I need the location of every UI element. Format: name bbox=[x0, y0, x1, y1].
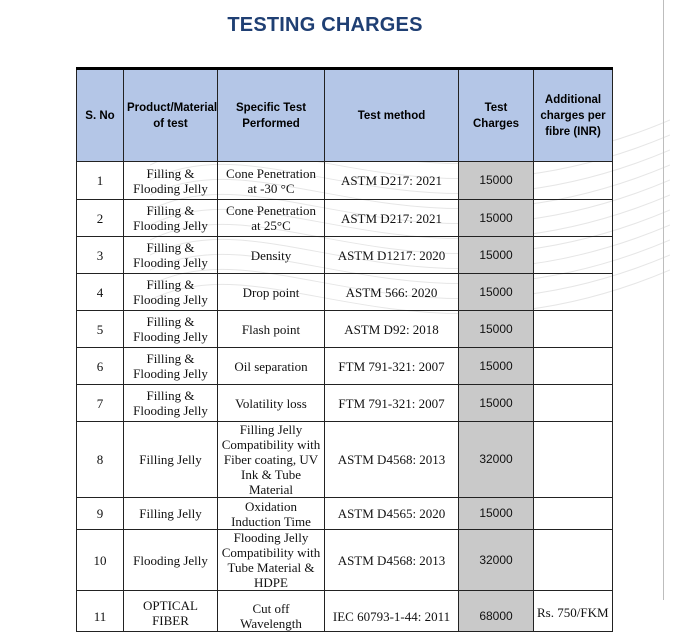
cell-test: Drop point bbox=[218, 274, 325, 311]
header-charges: Test Charges bbox=[459, 69, 534, 162]
cell-test: Oil separation bbox=[218, 348, 325, 385]
cell-product: Filling & Flooding Jelly bbox=[124, 311, 218, 348]
table-row bbox=[77, 591, 613, 632]
cell-sno: 4 bbox=[77, 274, 124, 311]
cell-product: Filling & Flooding Jelly bbox=[124, 348, 218, 385]
cell-charge: 32000 bbox=[459, 530, 534, 591]
header-product: Product/Material of test bbox=[124, 69, 218, 162]
cell-additional bbox=[534, 530, 613, 591]
cell-test: Density bbox=[218, 237, 325, 274]
cell-method: IEC 60793-1-44: 2011 bbox=[325, 591, 459, 632]
cell-additional bbox=[534, 274, 613, 311]
cell-sno: 5 bbox=[77, 311, 124, 348]
cell-sno: 11 bbox=[77, 591, 124, 632]
cell-product: Filling & Flooding Jelly bbox=[124, 162, 218, 200]
cell-method: FTM 791-321: 2007 bbox=[325, 385, 459, 422]
cell-method: ASTM D4565: 2020 bbox=[325, 498, 459, 530]
cell-additional bbox=[534, 385, 613, 422]
cell-charge: 15000 bbox=[459, 348, 534, 385]
cell-product: Filling & Flooding Jelly bbox=[124, 200, 218, 237]
table-row bbox=[77, 162, 613, 200]
cell-charge: 15000 bbox=[459, 237, 534, 274]
cell-test: Volatility loss bbox=[218, 385, 325, 422]
cell-test: Filling Jelly Compatibility with Fiber coating, UV Ink & Tube Material bbox=[218, 422, 325, 498]
cell-test: Cone Penetration at -30 °C bbox=[218, 162, 325, 200]
cell-sno: 1 bbox=[77, 162, 124, 200]
cell-charge: 15000 bbox=[459, 498, 534, 530]
header-sno: S. No bbox=[77, 69, 124, 162]
cell-method: ASTM D217: 2021 bbox=[325, 162, 459, 200]
cell-test: Flooding Jelly Compatibility with Tube Material & HDPE bbox=[218, 530, 325, 591]
cell-sno: 3 bbox=[77, 237, 124, 274]
cell-additional bbox=[534, 422, 613, 498]
cell-method: ASTM D92: 2018 bbox=[325, 311, 459, 348]
cell-sno: 2 bbox=[77, 200, 124, 237]
cell-method: FTM 791-321: 2007 bbox=[325, 348, 459, 385]
table-row bbox=[77, 348, 613, 385]
cell-test: Cone Penetration at 25°C bbox=[218, 200, 325, 237]
cell-charge: 15000 bbox=[459, 162, 534, 200]
cell-additional bbox=[534, 237, 613, 274]
cell-additional bbox=[534, 200, 613, 237]
cell-method: ASTM 566: 2020 bbox=[325, 274, 459, 311]
page-title: TESTING CHARGES bbox=[227, 14, 423, 36]
cell-test: Flash point bbox=[218, 311, 325, 348]
cell-product: Filling Jelly bbox=[124, 498, 218, 530]
cell-test: Cut off Wavelength bbox=[218, 591, 325, 632]
cell-additional bbox=[534, 498, 613, 530]
table-row bbox=[77, 530, 613, 591]
cell-method: ASTM D4568: 2013 bbox=[325, 422, 459, 498]
cell-charge: 68000 bbox=[459, 591, 534, 632]
page-edge bbox=[663, 0, 664, 600]
cell-charge: 15000 bbox=[459, 385, 534, 422]
cell-product: Filling & Flooding Jelly bbox=[124, 237, 218, 274]
cell-sno: 9 bbox=[77, 498, 124, 530]
cell-additional bbox=[534, 348, 613, 385]
table-row bbox=[77, 274, 613, 311]
cell-sno: 7 bbox=[77, 385, 124, 422]
cell-charge: 15000 bbox=[459, 274, 534, 311]
cell-method: ASTM D217: 2021 bbox=[325, 200, 459, 237]
header-row bbox=[77, 69, 613, 162]
cell-test: Oxidation Induction Time bbox=[218, 498, 325, 530]
table-row bbox=[77, 498, 613, 530]
cell-sno: 6 bbox=[77, 348, 124, 385]
header-additional: Additional charges per fibre (INR) bbox=[534, 69, 613, 162]
table-row bbox=[77, 422, 613, 498]
cell-product: Flooding Jelly bbox=[124, 530, 218, 591]
cell-additional bbox=[534, 162, 613, 200]
cell-sno: 8 bbox=[77, 422, 124, 498]
testing-charges-table bbox=[76, 67, 613, 632]
cell-method: ASTM D4568: 2013 bbox=[325, 530, 459, 591]
cell-sno: 10 bbox=[77, 530, 124, 591]
header-test: Specific Test Performed bbox=[218, 69, 325, 162]
cell-charge: 15000 bbox=[459, 311, 534, 348]
cell-product: OPTICAL FIBER bbox=[124, 591, 218, 632]
table-row bbox=[77, 311, 613, 348]
cell-method: ASTM D1217: 2020 bbox=[325, 237, 459, 274]
cell-additional bbox=[534, 311, 613, 348]
cell-product: Filling & Flooding Jelly bbox=[124, 385, 218, 422]
table-row bbox=[77, 200, 613, 237]
cell-additional: Rs. 750/FKM bbox=[534, 591, 613, 632]
cell-charge: 32000 bbox=[459, 422, 534, 498]
cell-product: Filling Jelly bbox=[124, 422, 218, 498]
table-row bbox=[77, 385, 613, 422]
table-row bbox=[77, 237, 613, 274]
cell-charge: 15000 bbox=[459, 200, 534, 237]
header-method: Test method bbox=[325, 69, 459, 162]
cell-product: Filling & Flooding Jelly bbox=[124, 274, 218, 311]
